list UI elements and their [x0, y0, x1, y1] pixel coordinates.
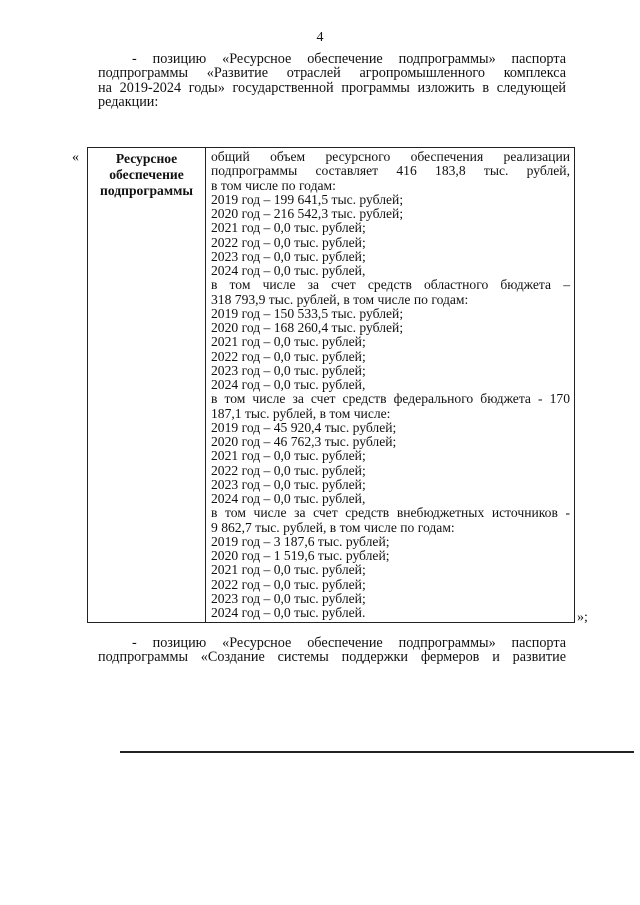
label-line: Ресурсное: [115, 151, 178, 166]
value-line: 2019 год – 45 920,4 тыс. рублей;: [211, 419, 397, 435]
paragraph-line: - позицию «Ресурсное обеспечение подпрограммы» паспорта: [132, 635, 566, 651]
value-line: 2019 год – 150 533,5 тыс. рублей;: [211, 305, 404, 321]
paragraph-line: подпрограммы «Развитие отраслей агропромышленного комплекса: [98, 65, 566, 82]
value-cell: [206, 148, 575, 623]
value-line: 2023 год – 0,0 тыс. рублей;: [211, 476, 366, 492]
value-line: 2020 год – 216 542,3 тыс. рублей;: [211, 206, 404, 221]
paragraph-line: редакции:: [98, 93, 159, 110]
paragraph-line: - позицию «Ресурсное обеспечение подпрограммы» паспорта: [132, 51, 566, 67]
value-line: 2024 год – 0,0 тыс. рублей.: [211, 605, 366, 620]
value-line: 2022 год – 0,0 тыс. рублей;: [211, 348, 366, 364]
value-line: 318 793,9 тыс. рублей, в том числе по годам:: [211, 291, 469, 307]
value-line: 2019 год – 199 641,5 тыс. рублей;: [211, 191, 404, 207]
value-line: 2024 год – 0,0 тыс. рублей,: [211, 263, 366, 278]
value-line: 187,1 тыс. рублей, в том числе:: [211, 405, 391, 421]
value-line: 9 862,7 тыс. рублей, в том числе по годам:: [211, 519, 455, 535]
value-line: в том числе за счет средств внебюджетных источников -: [211, 505, 570, 521]
value-line: 2021 год – 0,0 тыс. рублей;: [211, 448, 366, 464]
next-paragraph: [98, 636, 566, 665]
value-line: 2020 год – 168 260,4 тыс. рублей;: [211, 320, 404, 335]
label-cell: [88, 148, 206, 623]
table-row: [88, 148, 575, 623]
value-line: 2021 год – 0,0 тыс. рублей;: [211, 220, 366, 236]
value-line: 2019 год – 3 187,6 тыс. рублей;: [211, 533, 390, 549]
value-line: общий объем ресурсного обеспечения реализации: [211, 149, 570, 164]
value-line: подпрограммы составляет 416 183,8 тыс. рублей,: [211, 163, 570, 179]
value-line: 2022 год – 0,0 тыс. рублей;: [211, 576, 366, 592]
opening-quote: «: [72, 150, 79, 165]
footer-rule: [120, 751, 634, 753]
label-line: подпрограммы: [100, 182, 193, 198]
page-number: 4: [316, 30, 324, 45]
value-line: 2023 год – 0,0 тыс. рублей;: [211, 248, 366, 264]
paragraph-line: на 2019-2024 годы» государственной программы изложить в следующей: [98, 79, 566, 96]
value-line: 2024 год – 0,0 тыс. рублей,: [211, 491, 366, 506]
value-line: 2024 год – 0,0 тыс. рублей,: [211, 377, 366, 392]
intro-paragraph: [98, 52, 566, 109]
paragraph-line: подпрограммы «Создание системы поддержки фермеров и развитие: [98, 649, 566, 666]
label-line: обеспечение: [109, 166, 184, 182]
value-line: 2021 год – 0,0 тыс. рублей;: [211, 334, 366, 350]
value-line: 2023 год – 0,0 тыс. рублей;: [211, 590, 366, 606]
value-line: 2023 год – 0,0 тыс. рублей;: [211, 362, 366, 378]
value-line: в том числе за счет средств федерального бюджета - 170: [211, 391, 570, 407]
value-line: в том числе за счет средств областного бюджета –: [211, 277, 570, 293]
closing-quote: »;: [577, 610, 588, 625]
value-line: 2020 год – 1 519,6 тыс. рублей;: [211, 548, 390, 563]
value-line: 2022 год – 0,0 тыс. рублей;: [211, 234, 366, 250]
value-line: 2021 год – 0,0 тыс. рублей;: [211, 562, 366, 578]
value-line: в том числе по годам:: [211, 177, 336, 193]
resource-table: [87, 147, 575, 623]
value-line: 2020 год – 46 762,3 тыс. рублей;: [211, 434, 397, 449]
value-line: 2022 год – 0,0 тыс. рублей;: [211, 462, 366, 478]
